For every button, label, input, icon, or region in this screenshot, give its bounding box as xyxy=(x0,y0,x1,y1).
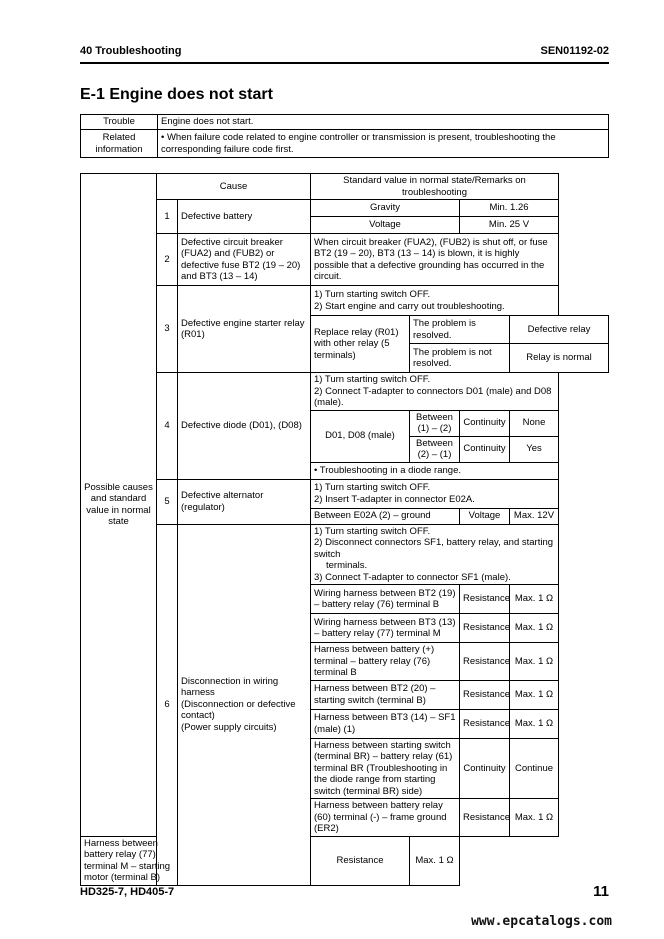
check-value: Max. 1 Ω xyxy=(510,614,559,643)
check-point: Harness between starting switch (terminal BR) – battery relay (61) terminal BR (Troubleshooting in the diode range from starting switch (terminal BR) side) xyxy=(311,738,460,799)
check-point: Harness between BT2 (20) – starting switch (terminal B) xyxy=(311,680,460,709)
cause-text: Defective diode (D01), (D08) xyxy=(178,373,311,480)
result-text: Defective relay xyxy=(510,316,609,344)
watermark-link[interactable]: www.epcatalogs.com xyxy=(471,914,612,929)
check-value: Max. 12V xyxy=(510,508,559,524)
trouble-value: Engine does not start. xyxy=(158,115,609,130)
note-text: • Troubleshooting in a diode range. xyxy=(311,462,559,479)
check-point: Harness between BT3 (14) – SF1 (male) (1) xyxy=(311,709,460,738)
check-item: Continuity xyxy=(460,436,510,462)
cause-text: Defective battery xyxy=(178,200,311,234)
footer-models: HD325-7, HD405-7 xyxy=(80,886,175,898)
header-rule xyxy=(80,62,609,64)
standard-header: Standard value in normal state/Remarks on troubleshooting xyxy=(311,174,559,200)
check-value: Yes xyxy=(510,436,559,462)
check-value: Max. 1 Ω xyxy=(510,643,559,681)
causes-table xyxy=(80,173,609,886)
check-point: Harness between battery relay (60) terminal (-) – frame ground (ER2) xyxy=(311,799,460,837)
check-value: Max. 1 Ω xyxy=(510,680,559,709)
step-line: terminals. xyxy=(326,560,368,571)
steps-text: 1) Turn starting switch OFF. 2) Connect T-adapter to connectors D01 (male) and D08 (male). xyxy=(311,373,559,411)
possible-causes-label: Possible causes and standard value in normal state xyxy=(81,174,157,837)
item-value: Min. 1.26 xyxy=(460,200,559,217)
check-item: Resistance xyxy=(311,836,410,885)
cause-header: Cause xyxy=(157,174,311,200)
document-id: SEN01192-02 xyxy=(540,45,609,57)
page-number: 11 xyxy=(593,883,609,900)
check-point: Between (1) – (2) xyxy=(410,410,460,436)
check-item: Resistance xyxy=(460,799,510,837)
check-point: Between (2) – (1) xyxy=(410,436,460,462)
check-item: Resistance xyxy=(460,709,510,738)
step-line: 3) Connect T-adapter to connector SF1 (male). xyxy=(314,571,511,583)
cause-number: 1 xyxy=(157,200,178,234)
check-point: Harness between battery relay (77) terminal M – starting motor (terminal B) xyxy=(81,836,178,885)
condition-text: The problem is not resolved. xyxy=(410,344,510,373)
item-value: Min. 25 V xyxy=(460,217,559,234)
item-label: Gravity xyxy=(311,200,460,217)
cause-number: 4 xyxy=(157,373,178,480)
summary-table xyxy=(80,114,609,158)
check-point: Harness between battery (+) terminal – battery relay (76) terminal B xyxy=(311,643,460,681)
check-item: Voltage xyxy=(460,508,510,524)
check-value: Max. 1 Ω xyxy=(510,585,559,614)
check-value: None xyxy=(510,410,559,436)
cause-text: Defective circuit breaker (FUA2) and (FUB2) or defective fuse BT2 (19 – 20) and BT3 (13 – 14) xyxy=(178,234,311,286)
steps-text: 1) Turn starting switch OFF. 2) Start engine and carry out troubleshooting. xyxy=(311,286,559,316)
trouble-label: Trouble xyxy=(81,115,158,130)
check-item: Resistance xyxy=(460,643,510,681)
check-item: Continuity xyxy=(460,410,510,436)
related-value: • When failure code related to engine controller or transmission is present, troubleshooting the corresponding failure code first. xyxy=(158,130,609,158)
step-line: 1) Turn starting switch OFF. xyxy=(314,525,431,537)
check-value: Max. 1 Ω xyxy=(510,709,559,738)
check-item: Resistance xyxy=(460,585,510,614)
page-header xyxy=(80,45,609,61)
page-title: E-1 Engine does not start xyxy=(80,86,273,103)
cause-number: 3 xyxy=(157,286,178,373)
result-text: Relay is normal xyxy=(510,344,609,373)
check-value: Max. 1 Ω xyxy=(410,836,460,885)
cause-text: Defective alternator (regulator) xyxy=(178,479,311,524)
action-text: Replace relay (R01) with other relay (5 terminals) xyxy=(311,316,410,373)
check-item: Continuity xyxy=(460,738,510,799)
item-label: Voltage xyxy=(311,217,460,234)
cause-text: Defective engine starter relay (R01) xyxy=(178,286,311,373)
check-item: Resistance xyxy=(460,614,510,643)
check-value: Max. 1 Ω xyxy=(510,799,559,837)
section-title: 40 Troubleshooting xyxy=(80,45,182,57)
cause-number: 5 xyxy=(157,479,178,524)
related-label: Related information xyxy=(81,130,158,158)
cause-number: 6 xyxy=(157,524,178,885)
check-item: Resistance xyxy=(460,680,510,709)
check-point: Between E02A (2) – ground xyxy=(311,508,460,524)
check-value: Continue xyxy=(510,738,559,799)
steps-text xyxy=(311,524,559,585)
check-point: Wiring harness between BT2 (19) – battery relay (76) terminal B xyxy=(311,585,460,614)
cause-text: Disconnection in wiring harness (Disconnection or defective contact) (Power supply circuits) xyxy=(178,524,311,885)
condition-text: The problem is resolved. xyxy=(410,316,510,344)
steps-text: 1) Turn starting switch OFF. 2) Insert T-adapter in connector E02A. xyxy=(311,479,559,508)
cause-number: 2 xyxy=(157,234,178,286)
step-line: 2) Disconnect connectors SF1, battery relay, and starting switch xyxy=(314,537,554,560)
check-point: Wiring harness between BT3 (13) – battery relay (77) terminal M xyxy=(311,614,460,643)
connector-text: D01, D08 (male) xyxy=(311,410,410,462)
remark-text: When circuit breaker (FUA2), (FUB2) is shut off, or fuse BT2 (19 – 20), BT3 (13 – 14) is blown, it is highly possible that a defective grounding has occurred in the circuit. xyxy=(311,234,559,286)
